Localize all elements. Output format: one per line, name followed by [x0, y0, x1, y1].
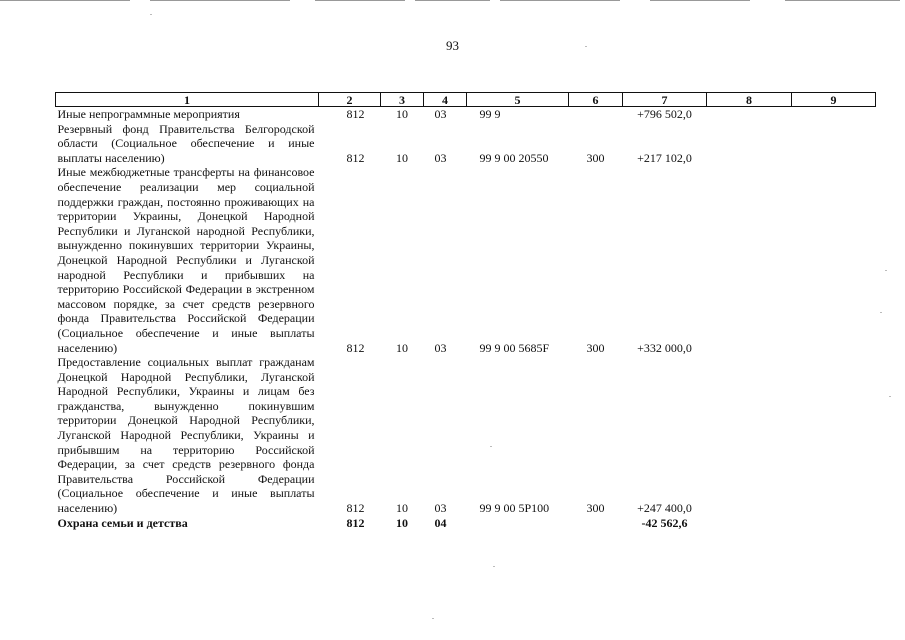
- row-target-article: 99 9: [479, 107, 501, 121]
- row-subsection-code: 03: [434, 501, 447, 516]
- row-empty-col8: [707, 355, 792, 516]
- row-section-code: 10: [396, 150, 408, 165]
- row-empty-col9: [792, 122, 876, 166]
- row-target-article: 99 9 00 5685F: [479, 340, 550, 355]
- row-empty-col9: [792, 355, 876, 516]
- row-subsection-code: 04: [434, 515, 447, 530]
- column-header: 7: [623, 93, 707, 107]
- column-header: 9: [792, 93, 876, 107]
- row-section-code: 10: [396, 515, 408, 530]
- scan-speck: [493, 566, 495, 567]
- table-header-row: [56, 93, 876, 107]
- table-row: [56, 107, 876, 122]
- row-description: Иные межбюджетные трансферты на финансовое обеспечение реализации мер социальной поддержки граждан, постоянно проживающих на территории Украины, Донецкой Народной Республики и Луганской народной Республики, вынужденно покинувших территории Украины, Донецкой Народной Республики и Луганской народной Республики и прибывших на территорию Российской Федерации в экстренном массовом порядке, за счет средств резервного фонда Правительства Российской Федерации (Социальное обеспечение и иные выплаты населению): [57, 165, 315, 355]
- row-amount: +217 102,0: [637, 150, 692, 165]
- row-empty-col9: [792, 107, 876, 122]
- row-expense-type: 300: [586, 150, 605, 165]
- row-ministry-code: 812: [346, 107, 365, 121]
- row-ministry-code: 812: [346, 515, 365, 530]
- row-empty-col9: [792, 516, 876, 531]
- row-subsection-code: 03: [434, 340, 447, 355]
- budget-table: [55, 92, 876, 530]
- scan-edge-rule: [315, 0, 405, 1]
- row-empty-col9: [792, 165, 876, 355]
- row-description: Охрана семьи и детства: [57, 515, 188, 530]
- row-expense-type: [569, 107, 623, 122]
- scan-edge-rule: [150, 0, 290, 1]
- scan-edge-rule: [500, 0, 620, 1]
- row-section-code: 10: [396, 107, 408, 121]
- row-description: Предоставление социальных выплат гражданам Донецкой Народной Республики, Луганской Народной Республики, Украины и лицам без гражданства, вынужденно покинувшим территории Донецкой Народной Республики, Луганской Народной Республики, Украины и прибывшим на территорию Российской Федерации, за счет средств резервного фонда Правительства Российской Федерации (Социальное обеспечение и иные выплаты населению): [57, 355, 315, 516]
- row-amount: -42 562,6: [641, 515, 688, 530]
- scan-edge-rule: [0, 0, 130, 1]
- table-row: [56, 122, 876, 166]
- row-ministry-code: 812: [346, 150, 365, 165]
- row-empty-col8: [707, 122, 792, 166]
- scan-speck: [885, 270, 887, 271]
- row-section-code: 10: [396, 501, 408, 516]
- row-description: Иные непрограммные мероприятия: [57, 107, 240, 121]
- row-amount: +332 000,0: [637, 340, 692, 355]
- scan-speck: [880, 312, 882, 313]
- scan-edge-rule: [650, 0, 750, 1]
- column-header: 4: [424, 93, 467, 107]
- table-row: [56, 516, 876, 531]
- row-target-article: 99 9 00 20550: [479, 150, 549, 165]
- row-empty-col8: [707, 516, 792, 531]
- row-expense-type: 300: [586, 501, 605, 516]
- row-ministry-code: 812: [346, 501, 365, 516]
- row-target-article: [467, 516, 569, 531]
- column-header: 6: [569, 93, 623, 107]
- row-ministry-code: 812: [346, 340, 365, 355]
- scan-edge-rule: [785, 0, 900, 1]
- row-empty-col8: [707, 165, 792, 355]
- scan-speck: [150, 14, 152, 15]
- column-header: 2: [319, 93, 381, 107]
- scan-speck: [585, 46, 587, 47]
- row-amount: +247 400,0: [637, 501, 692, 516]
- scan-edge-rule: [415, 0, 490, 1]
- row-expense-type: [569, 516, 623, 531]
- row-subsection-code: 03: [434, 107, 447, 121]
- row-section-code: 10: [396, 340, 408, 355]
- table-row: [56, 355, 876, 516]
- row-amount: +796 502,0: [637, 107, 692, 121]
- column-header: 3: [381, 93, 424, 107]
- row-target-article: 99 9 00 5P100: [479, 501, 550, 516]
- row-description: Резервный фонд Правительства Белгородской области (Социальное обеспечение и иные выплаты населению): [57, 121, 315, 165]
- row-subsection-code: 03: [434, 150, 447, 165]
- column-header: 8: [707, 93, 792, 107]
- scan-speck: [889, 396, 891, 397]
- scan-speck: [432, 618, 434, 619]
- column-header: 5: [467, 93, 569, 107]
- table-row: [56, 165, 876, 355]
- column-header: 1: [56, 93, 319, 107]
- page-number: 93: [446, 38, 459, 53]
- row-empty-col8: [707, 107, 792, 122]
- row-expense-type: 300: [586, 340, 605, 355]
